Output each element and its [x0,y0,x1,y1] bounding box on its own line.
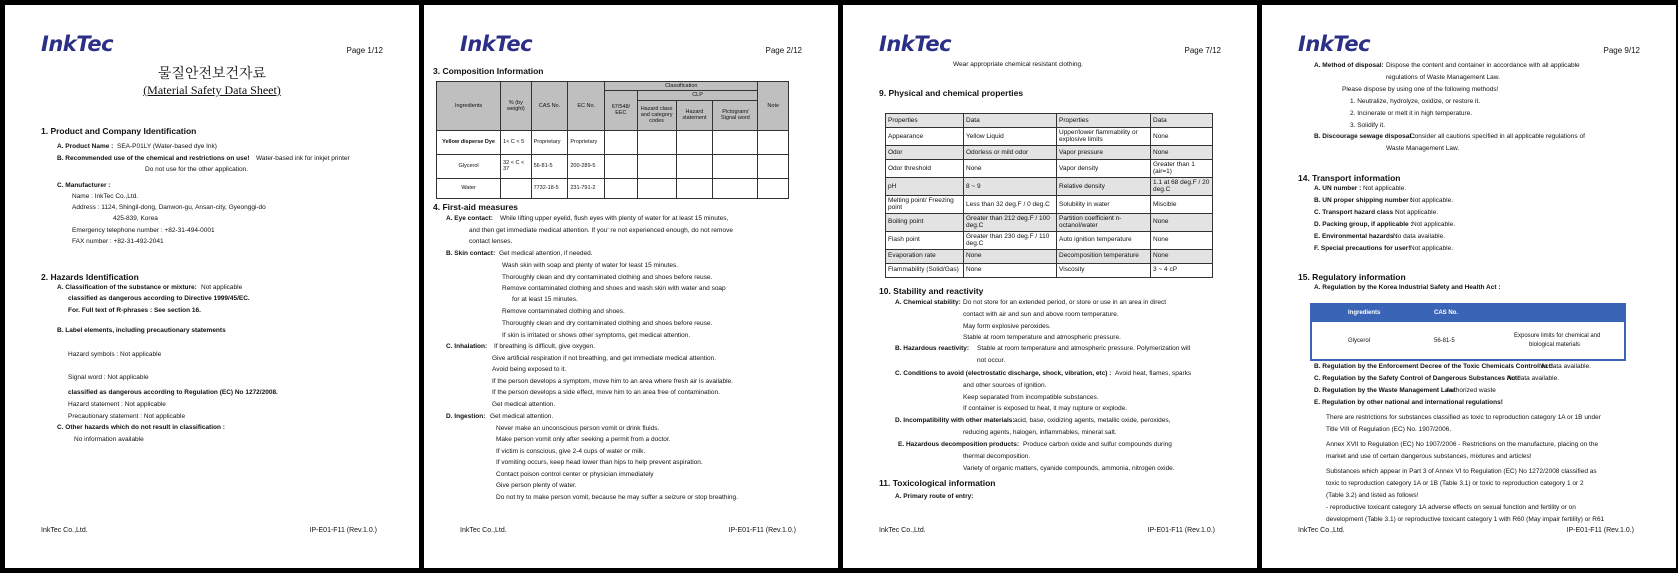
properties-rows [886,128,1213,278]
text-line: Keep separated from incompatible substances. [963,394,1099,401]
text-line: classified as dangerous according to Regulation (EC) No 1272/2008. [68,389,278,396]
ingredient-ec: Proprietary [568,130,605,154]
text-line: A. Eye contact: [446,215,493,222]
text-line: While lifting upper eyelid, flush eyes with plenty of water for at least 15 minutes, [500,215,729,222]
text-line: C. Regulation by the Safety Control of Dangerous Substances Act! [1314,375,1520,382]
page-number: Page 1/12 [346,46,383,55]
text-line: FAX number : +82-31-492-2041 [72,238,164,245]
col-dsd: 67/548/ EEC [605,91,638,130]
text-line: Remove contaminated clothing and shoes and wash skin with water and soap [502,285,726,292]
section-heading: 11. Toxicological information [879,478,996,488]
page-number: Page 7/12 [1184,46,1221,55]
text-line: Do not use for the other application. [145,166,248,173]
regulation-table [1310,303,1626,361]
text-line: Never make an unconscious person vomit or drink fluids. [496,425,660,432]
col-hazard-statement: Hazard statement [676,100,713,130]
text-line: E. Environmental hazards : [1314,233,1398,240]
text-line: May form explosive peroxides. [963,323,1051,330]
text-line: Hazard symbols : Not applicable [68,351,162,358]
text-line: C. Transport hazard class : [1314,209,1398,216]
text-line: Please dispose by using one of the following methods! [1342,86,1499,93]
text-line: A. Chemical stability: [895,299,961,306]
section-heading: 4. First-aid measures [433,202,519,212]
table-row [437,178,789,198]
table-cell: 3 ~ 4 cP [1151,263,1213,277]
table-row [886,213,1213,231]
ingredient-pct: 1< C < 5 [501,130,531,154]
text-line: A. Product Name : [57,143,114,150]
text-line: Address : 1124, Shingil-dong, Danwon-gu, Ansan-city, Gyeonggi-do [72,204,266,211]
section-heading: 2. Hazards Identification [41,272,139,282]
text-line: Dispose the content and container in accordance with all applicable [1386,62,1580,69]
text-line: and then get immediate medical attention. If you' re not experienced enough, do not remove [469,227,733,234]
text-line: and other sources of ignition. [963,382,1047,389]
text-line: A. UN number : [1314,185,1362,192]
text-line: There are restrictions for substances classified as toxic to reproduction category 1A or 1B under [1326,414,1601,421]
document-page-4 [1262,5,1676,568]
text-line: Consider all cautions specified in all applicable regulations of [1410,133,1585,140]
top-line: Wear appropriate chemical resistant clothing. [953,61,1083,68]
text-line: A. Method of disposal: [1314,62,1384,69]
table-row [886,177,1213,195]
text-line: contact with air and sun and above room temperature. [963,311,1119,318]
text-line: development (Table 3.1) or reproductive toxicant category 1 with R60 (May impair fertility) or R61 [1326,516,1605,523]
text-line: Annex XVII to Regulation (EC) No 1907/2006 - Restrictions on the manufacture, placing on the [1326,441,1599,448]
inktec-logo: InkTec [41,32,114,56]
ingredient-name: Yellow disperse Dye [437,130,501,154]
section-heading: 9. Physical and chemical properties [879,88,1024,98]
text-line: Get medical attention. [492,401,556,408]
english-title: (Material Safety Data Sheet) [143,83,281,97]
table-cell: Relative density [1057,177,1151,195]
text-line: C. Conditions to avoid (electrostatic discharge, shock, vibration, etc) : [895,370,1112,377]
table-cell: Flammability (Solid/Gas) [886,263,964,277]
text-line: Stable at room temperature and atmospheric pressure. [963,334,1121,341]
ingredient-cas: 56-81-5 [531,154,568,178]
table-cell: Yellow Liquid [964,128,1057,146]
text-line: If container is exposed to heat, it may rupture or explode. [963,405,1128,412]
text-line: classified as dangerous according to Directive 1999/45/EC. [68,295,250,302]
text-line: Variety of organic matters, cyanide compounds, ammonia, nitrogen oxide. [963,465,1175,472]
table-cell: Vapor pressure [1057,145,1151,159]
text-line: Not applicable. [1395,209,1438,216]
text-line: F. Special precautions for user! [1314,245,1411,252]
text-line: B. Recommended use of the chemical and restrictions on use! [57,155,250,162]
table-row [886,128,1213,146]
ingredient-name: Glycerol [437,154,501,178]
text-line: C. Inhalation: [446,343,488,350]
text-line: Waste Management Law. [1386,145,1460,152]
text-line: Produce carbon oxide and sulfur compounds during [1023,441,1172,448]
table-row [886,195,1213,213]
table-cell: Upper/lower flammability or explosive limits [1057,128,1151,146]
table-cell: Odorless or mild odor [964,145,1057,159]
text-line: A. Regulation by the Korea Industrial Safety and Health Act : [1314,284,1501,291]
footer-company: InkTec Co.,Ltd. [41,527,88,534]
text-line: Get medical attention. [490,413,554,420]
text-line: for at least 15 minutes. [512,296,578,303]
table-cell: pH [886,177,964,195]
table-cell: Auto ignition temperature [1057,231,1151,249]
text-line: Hazard statement : Not applicable [68,401,166,408]
text-line: Not applicable. [1410,197,1453,204]
text-line: D. Ingestion: [446,413,486,420]
text-line: Not applicable [201,284,243,291]
text-line: B. Discourage sewage disposal : [1314,133,1416,140]
text-line: regulations of Waste Management Law. [1386,74,1500,81]
table-cell: None [1151,145,1213,159]
text-line: toxic to reproduction category 1A or 1B (Table 3.1) or toxic to reproduction category 1 or 2 [1326,480,1584,487]
text-line: B. Label elements, including precautionary statements [57,327,226,334]
text-line: Name : InkTec Co.,Ltd. [72,193,139,200]
text-line: D. Incompatibility with other materials: [895,417,1015,424]
table-cell: Less than 32 deg.F / 0 deg.C [964,195,1057,213]
table-cell: Boiling point [886,213,964,231]
text-line: Thoroughly clean and dry contaminated clothing and shoes before reuse. [502,320,713,327]
section-heading: 15. Regulatory information [1298,272,1406,282]
inktec-logo: InkTec [460,32,533,56]
text-line: acid, base, oxidizing agents, metallic oxide, peroxides, [1014,417,1171,424]
text-line: Signal word : Not applicable [68,374,149,381]
text-line: market and use of certain dangerous substances, mixtures and articles! [1326,453,1532,460]
text-line: B. Hazardous reactivity: [895,345,970,352]
text-line: If breathing is difficult, give oxygen. [494,343,596,350]
section-heading: 14. Transport information [1298,173,1401,183]
footer-doc-code: IP-E01-F11 (Rev.1.0.) [1566,527,1634,534]
text-line: Get medical attention, if needed. [499,250,593,257]
text-line: 2. Incinerate or melt it in high temperature. [1350,110,1473,117]
composition-table [436,81,789,199]
table-row [886,159,1213,177]
footer-doc-code: IP-E01-F11 (Rev.1.0.) [1147,527,1215,534]
text-line: B. Skin contact: [446,250,496,257]
text-line: D. Packing group, if applicable : [1314,221,1413,228]
footer-doc-code: IP-E01-F11 (Rev.1.0.) [309,527,377,534]
text-line: Avoid heat, flames, sparks [1115,370,1192,377]
text-line: B. UN proper shipping number : [1314,197,1413,204]
text-line: - reproductive toxicant category 1A adverse effects on sexual function and fertility or on [1326,504,1576,511]
korean-title: 물질안전보건자료 [157,65,267,81]
ingredient-pct [501,178,531,198]
footer-company: InkTec Co.,Ltd. [460,527,507,534]
text-line: A. Classification of the substance or mixture: [57,284,197,291]
text-line: For. Full text of R-phrases : See section 16. [68,307,201,314]
text-line: A. Primary route of entry: [895,493,974,500]
text-line: E. Regulation by other national and international regulations! [1314,399,1503,406]
table-cell: Vapor density [1057,159,1151,177]
text-line: Make person vomit only after seeking a permit from a doctor. [496,436,671,443]
text-line: No data available. [1507,375,1560,382]
table-cell: None [1151,213,1213,231]
text-line: 1. Neutralize, hydrolyze, oxidize, or restore it. [1350,98,1481,105]
text-line: C. Manufacturer : [57,182,111,189]
reg-ingredient: Glycerol [1348,338,1371,344]
section-heading: 10. Stability and reactivity [879,286,984,296]
document-page-1 [5,5,419,568]
table-row [437,130,789,154]
text-line: If victim is conscious, give 2-4 cups of water or milk. [496,448,646,455]
text-line: Emergency telephone number : +82-31-494-0001 [72,227,215,234]
table-cell: Greater than 212 deg.F / 100 deg.C [964,213,1057,231]
footer-company: InkTec Co.,Ltd. [1298,527,1345,534]
col-ingredients: Ingredients [437,82,501,131]
ingredient-cas: Proprietary [531,130,568,154]
page-number: Page 2/12 [765,46,802,55]
table-row [886,263,1213,277]
text-line: Contact poison control center or physician immediately [496,471,654,478]
table-cell: Melting point/ Freezing point [886,195,964,213]
ingredient-pct: 32 < C < 37 [501,154,531,178]
page-number: Page 9/12 [1603,46,1640,55]
text-line: D. Regulation by the Waste Management Law! [1314,387,1456,394]
text-line: Do not store for an extended period, or store or use in an area in direct [963,299,1167,306]
text-line: Wash skin with soap and plenty of water for least 15 minutes. [502,262,679,269]
col-classification: Classification [605,82,758,91]
text-line: If vomiting occurs, keep head lower than hips to help prevent aspiration. [496,459,703,466]
table-cell: Decomposition temperature [1057,249,1151,263]
text-line: B. Regulation by the Enforcement Decree of the Toxic Chemicals Control Act! [1314,363,1554,370]
text-line: reducing agents, halogen, inflammables, mineral salt. [963,429,1117,436]
table-cell: Flash point [886,231,964,249]
table-row [886,249,1213,263]
section-heading: 3. Composition Information [433,66,544,76]
text-line: Give person plenty of water. [496,482,577,489]
table-cell: Viscosity [1057,263,1151,277]
col-ec: EC No. [568,82,605,131]
ingredient-ec: 200-289-5 [568,154,605,178]
text-line: Remove contaminated clothing and shoes. [502,308,625,315]
table-cell: Odor threshold [886,159,964,177]
table-cell: None [964,159,1057,177]
table-cell: None [964,263,1057,277]
table-cell: Greater than 230 deg.F / 110 deg.C [964,231,1057,249]
text-line: 425-839, Korea [113,215,158,222]
props-col-2: Data [964,114,1057,128]
col-cas: CAS No. [531,82,568,131]
text-line: Substances which appear in Part 3 of Annex VI to Regulation (EC) No 1272/2008 classified as [1326,468,1597,475]
text-line: Water-based ink for inkjet printer [256,155,350,162]
col-note: Note [758,82,789,131]
text-line: Title VIII of Regulation (EC) No. 1907/2006. [1326,426,1452,433]
props-col-4: Data [1151,114,1213,128]
col-clp: CLP [637,91,758,100]
props-col-3: Properties [1057,114,1151,128]
text-line: 3. Solidify it. [1350,122,1386,129]
text-line: No data available. [1393,233,1446,240]
table-cell: None [1151,249,1213,263]
text-line: Not applicable. [1410,245,1453,252]
document-page-2 [424,5,838,568]
properties-table [885,113,1213,278]
text-line: (Table 3.2) and listed as follows! [1326,492,1419,499]
table-cell: 1.1 at 68 deg.F / 20 deg.C [1151,177,1213,195]
reg-limit-line-1: Exposure limits for chemical and [1514,333,1601,339]
table-cell: 8 ~ 9 [964,177,1057,195]
table-cell: Solubility in water [1057,195,1151,213]
document-page-3 [843,5,1257,568]
reg-col-cas: CAS No. [1434,310,1458,316]
text-line: Avoid being exposed to it. [492,366,567,373]
reg-limit-line-2: biological materials [1529,342,1581,348]
text-line: No information available [74,436,144,443]
text-line: Not applicable. [1412,221,1455,228]
text-line: If the person develops a side effect, move him to an area free of contamination. [492,389,720,396]
table-cell: Odor [886,145,964,159]
text-line: E. Hazardous decomposition products: [898,441,1019,448]
inktec-logo: InkTec [1298,32,1371,56]
text-line: not occur. [977,357,1006,364]
ingredient-cas: 7732-18-5 [531,178,568,198]
text-line: Thoroughly clean and dry contaminated clothing and shoes before reuse. [502,274,713,281]
text-line: Not applicable. [1363,185,1406,192]
text-line: If the person develops a symptom, move him to an area where fresh air is available. [492,378,733,385]
footer-doc-code: IP-E01-F11 (Rev.1.0.) [728,527,796,534]
table-cell: Partition coefficient n-octanol/water [1057,213,1151,231]
table-cell: Greater than 1 (air=1) [1151,159,1213,177]
table-row [886,231,1213,249]
table-row [886,145,1213,159]
ingredient-ec: 231-791-2 [568,178,605,198]
text-line: C. Other hazards which do not result in classification : [57,424,225,431]
regulation-table-header [1312,305,1624,322]
col-hazard-class: Hazard class and category codes [637,100,676,130]
table-cell: None [1151,128,1213,146]
table-cell: None [964,249,1057,263]
text-line: Give artificial respiration if not breathing, and get immediate medical attention. [492,355,717,362]
text-line: No data available. [1539,363,1592,370]
table-cell: Appearance [886,128,964,146]
text-line: Stable at room temperature and atmospheric pressure. Polymerization will [977,345,1191,352]
reg-cas: 56-81-5 [1434,338,1455,344]
text-line: contact lenses. [469,238,513,245]
footer-company: InkTec Co.,Ltd. [879,527,926,534]
table-cell: Evaporation rate [886,249,964,263]
table-cell: Miscible [1151,195,1213,213]
inktec-logo: InkTec [879,32,952,56]
text-line: Precautionary statement : Not applicable [68,413,186,420]
ingredient-name: Water [437,178,501,198]
text-line: thermal decomposition. [963,453,1031,460]
text-line: If skin is irritated or shows other symptoms, get medical attention. [502,332,691,339]
table-cell: None [1151,231,1213,249]
text-line: Authorized waste [1446,387,1496,394]
reg-col-ingredients: Ingredients [1348,310,1381,316]
text-line: SEA-P01LY (Water-based dye Ink) [117,143,217,150]
section-heading: 1. Product and Company Identification [41,126,197,136]
col-pct: % (by weight) [501,82,531,131]
props-col-1: Properties [886,114,964,128]
text-line: Do not try to make person vomit, because he may suffer a seizure or stop breathing. [496,494,738,501]
col-pictogram: Pictogram/ Signal word [713,100,758,130]
table-row [437,154,789,178]
